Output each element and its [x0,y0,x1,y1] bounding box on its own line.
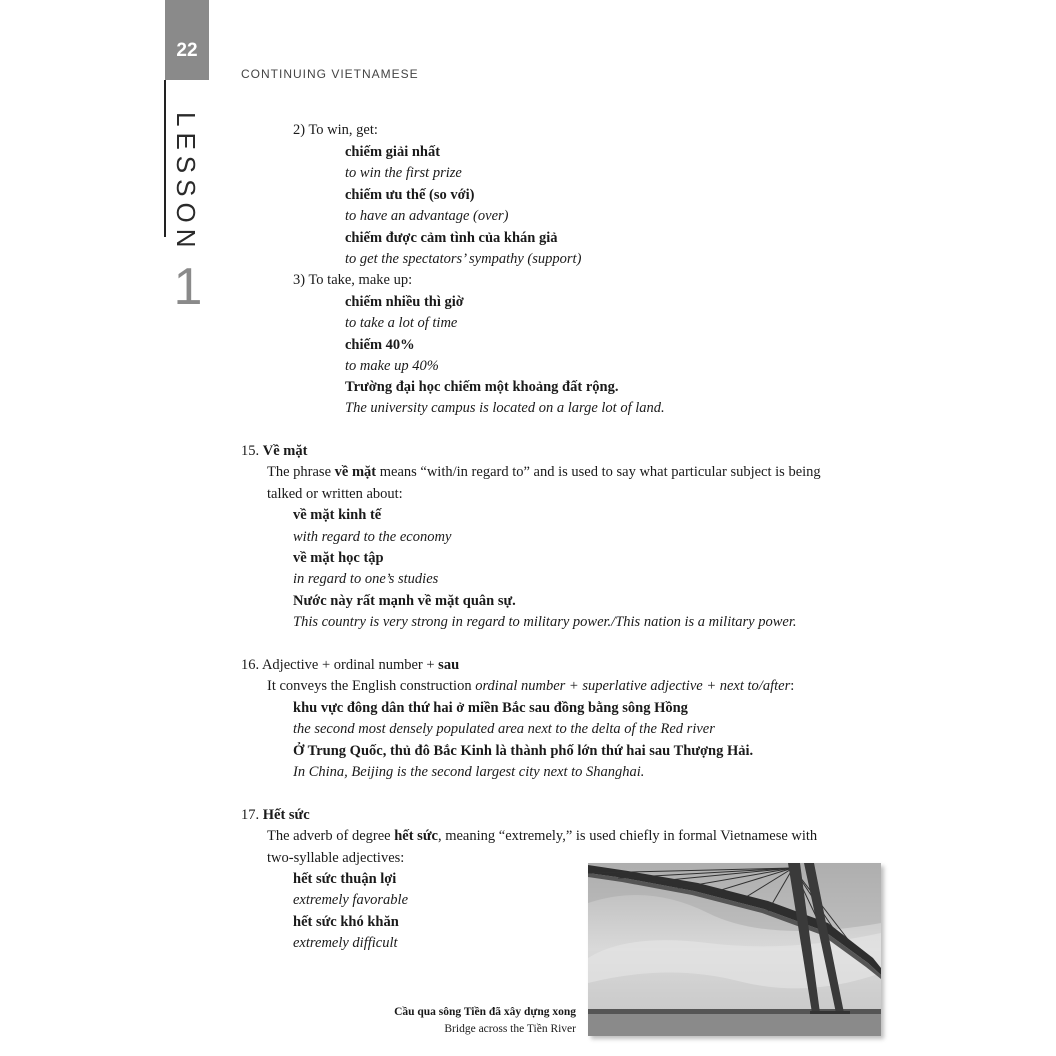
text-line [267,826,817,846]
text-line: This country is very strong in regard to military power./This nation is a military power. [293,614,797,630]
text-line: về mặt học tập [293,550,384,566]
text-line [241,805,310,825]
text-run: means “with/in regard to” and is used to say what particular subject is being [376,464,821,480]
text-line: to get the spectators’ sympathy (support) [345,251,582,267]
text-line [267,676,794,696]
text-line: two-syllable adjectives: [267,850,405,866]
page-number: 22 [176,40,198,61]
text-line: chiếm ưu thế (so với) [345,187,475,203]
bridge-photo [588,863,881,1036]
text-run: , meaning “extremely,” is used chiefly in formal Vietnamese with [437,828,818,844]
text-line: chiếm 40% [345,337,415,353]
text-line: hết sức thuận lợi [293,871,397,887]
text-line: in regard to one’s studies [293,571,439,587]
text-run: Hết sức [262,807,310,823]
text-run: sau [438,657,460,673]
text-line: Ở Trung Quốc, thủ đô Bắc Kinh là thành phố lớn thứ hai sau Thượng Hải. [293,743,754,759]
text-line: to take a lot of time [345,315,458,331]
text-run: 17. [241,807,263,823]
text-line: Nước này rất mạnh về mặt quân sự. [293,593,516,609]
text-line [241,441,307,461]
photo-caption-english: Bridge across the Tiền River [444,1023,576,1035]
text-run: The phrase [267,464,335,480]
text-line [241,655,459,675]
text-line: with regard to the economy [293,529,452,545]
text-line: The university campus is located on a large lot of land. [345,400,665,416]
photo-caption-vietnamese: Cầu qua sông Tiền đã xây dựng xong [394,1006,576,1018]
text-line: to win the first prize [345,165,462,181]
lesson-label: LESSON [171,112,201,254]
text-line: the second most densely populated area next to the delta of the Red river [293,721,715,737]
text-run: 15. [241,443,263,459]
text-line: talked or written about: [267,486,403,502]
text-run: ordinal number + superlative adjective + next to/after [475,678,791,694]
text-run: hết sức [394,828,438,844]
text-line: Trường đại học chiếm một khoảng đất rộng. [345,379,619,395]
running-head: CONTINUING VIETNAMESE [241,67,419,81]
text-line: to have an advantage (over) [345,208,509,224]
text-line: về mặt kinh tế [293,507,382,523]
lesson-number: 1 [173,258,203,316]
text-run: It conveys the English construction [267,678,476,694]
text-line: khu vực đông dân thứ hai ở miền Bắc sau đồng bằng sông Hồng [293,700,688,716]
text-line: chiếm được cảm tình của khán giả [345,230,558,246]
text-run: 16. Adjective + ordinal number + [241,657,439,673]
text-run: Về mặt [262,443,308,459]
text-line: In China, Beijing is the second largest city next to Shanghai. [293,764,645,780]
text-line: 2) To win, get: [293,122,378,138]
text-line: extremely difficult [293,935,398,951]
text-line: hết sức khó khăn [293,914,399,930]
text-line: extremely favorable [293,892,409,908]
text-run: The adverb of degree [267,828,395,844]
text-line: to make up 40% [345,358,439,374]
text-line: chiếm nhiều thì giờ [345,294,464,310]
text-line: 3) To take, make up: [293,272,413,288]
text-line: chiếm giải nhất [345,144,441,160]
text-run: : [790,678,795,694]
text-line [267,462,821,482]
text-run: về mặt [334,464,377,480]
